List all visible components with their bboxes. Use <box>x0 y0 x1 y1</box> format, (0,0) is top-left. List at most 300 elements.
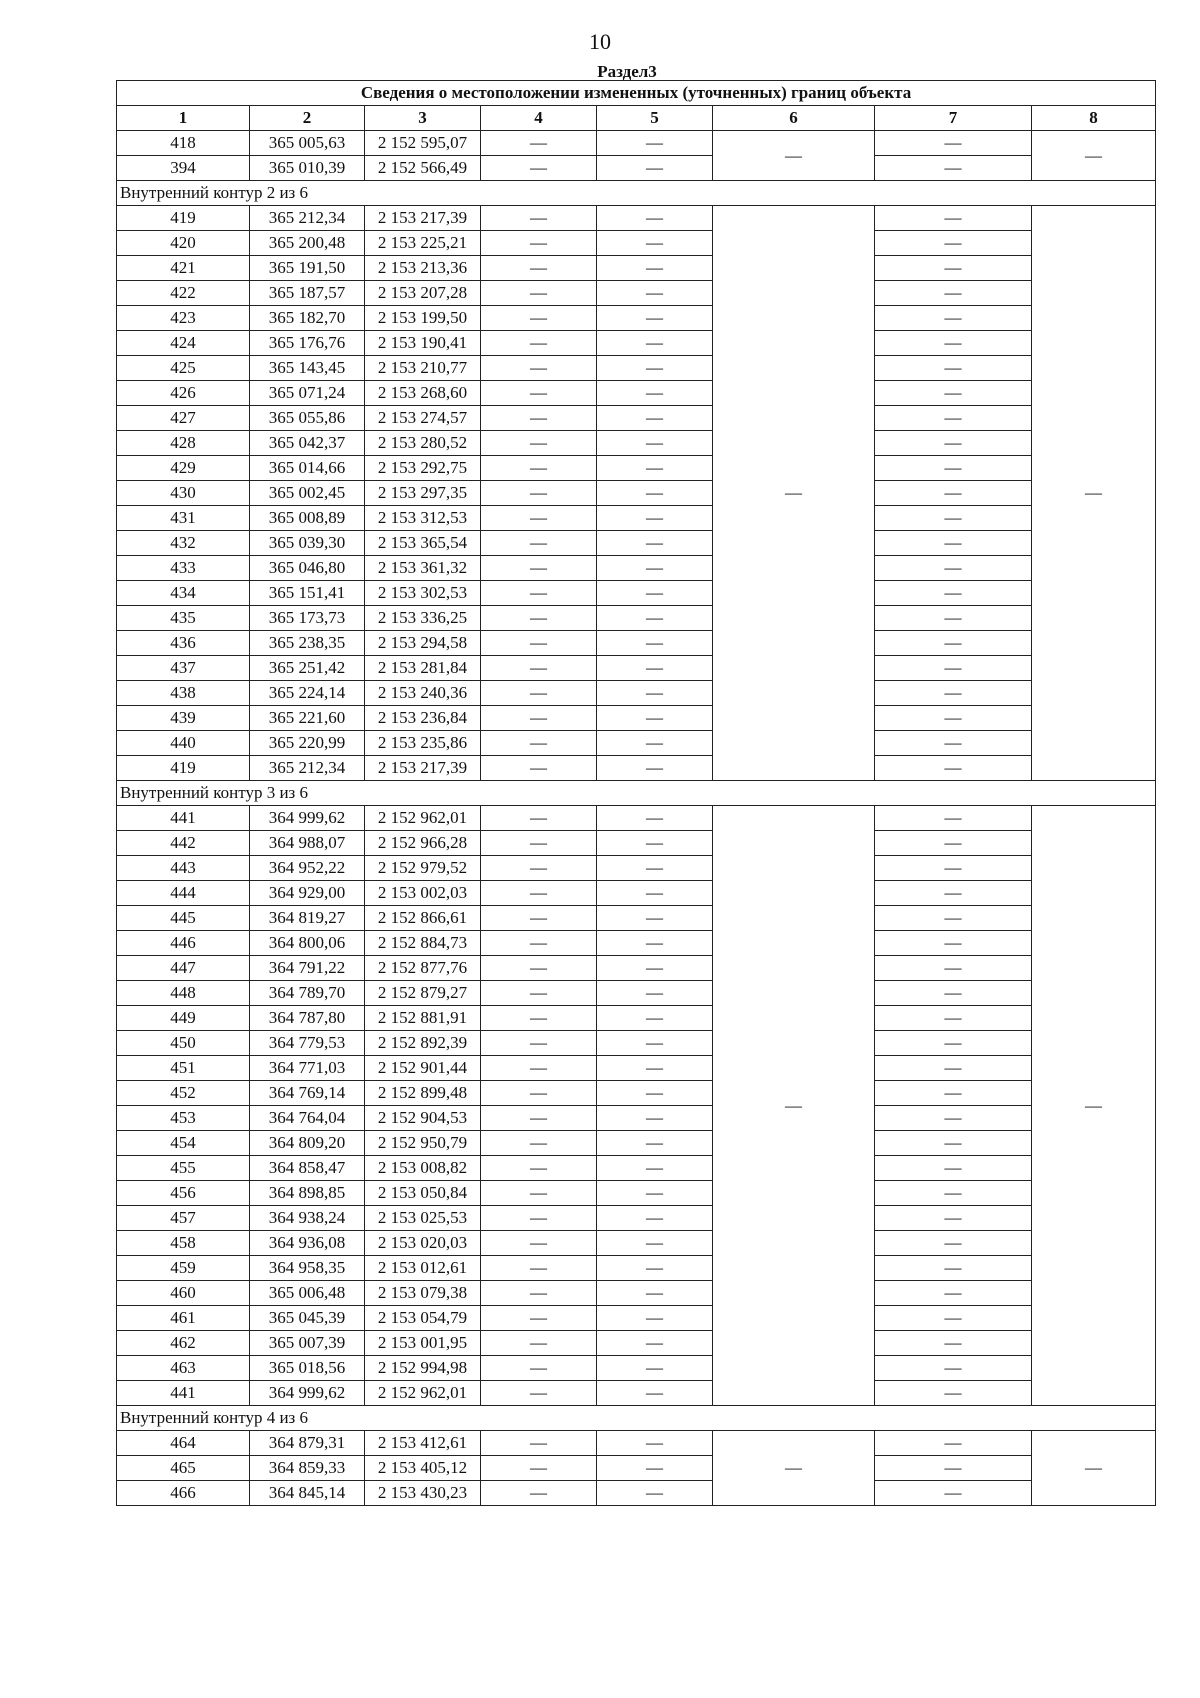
coord-y: 2 153 236,84 <box>365 706 481 731</box>
col5-dash: — <box>597 431 713 456</box>
point-number: 435 <box>117 606 250 631</box>
coord-y: 2 152 866,61 <box>365 906 481 931</box>
col5-dash: — <box>597 756 713 781</box>
col4-dash: — <box>481 1056 597 1081</box>
col8-dash: — <box>1032 806 1156 1406</box>
point-number: 434 <box>117 581 250 606</box>
col4-dash: — <box>481 1256 597 1281</box>
point-number: 432 <box>117 531 250 556</box>
coord-y: 2 153 020,03 <box>365 1231 481 1256</box>
col7-dash: — <box>875 706 1032 731</box>
coord-x: 364 879,31 <box>250 1431 365 1456</box>
col5-dash: — <box>597 1031 713 1056</box>
col5-dash: — <box>597 1056 713 1081</box>
table-row <box>117 1206 1156 1231</box>
point-number: 463 <box>117 1356 250 1381</box>
col7-dash: — <box>875 756 1032 781</box>
coord-y: 2 153 217,39 <box>365 206 481 231</box>
col4-dash: — <box>481 1356 597 1381</box>
point-number: 421 <box>117 256 250 281</box>
col4-dash: — <box>481 406 597 431</box>
coord-y: 2 152 962,01 <box>365 806 481 831</box>
point-number: 439 <box>117 706 250 731</box>
col7-dash: — <box>875 1381 1032 1406</box>
col4-dash: — <box>481 431 597 456</box>
col5-dash: — <box>597 256 713 281</box>
coord-y: 2 153 281,84 <box>365 656 481 681</box>
table-row <box>117 1281 1156 1306</box>
col7-dash: — <box>875 906 1032 931</box>
point-number: 450 <box>117 1031 250 1056</box>
col7-dash: — <box>875 556 1032 581</box>
table-caption: Сведения о местоположении измененных (уточненных) границ объекта <box>117 81 1156 106</box>
col7-dash: — <box>875 631 1032 656</box>
col7-dash: — <box>875 306 1032 331</box>
col4-dash: — <box>481 256 597 281</box>
col5-dash: — <box>597 1356 713 1381</box>
table-row <box>117 1306 1156 1331</box>
col4-dash: — <box>481 1331 597 1356</box>
point-number: 420 <box>117 231 250 256</box>
table-row <box>117 231 1156 256</box>
coord-y: 2 153 240,36 <box>365 681 481 706</box>
col4-dash: — <box>481 806 597 831</box>
coord-y: 2 152 879,27 <box>365 981 481 1006</box>
table-row <box>117 856 1156 881</box>
boundary-table <box>116 80 1156 1506</box>
point-number: 452 <box>117 1081 250 1106</box>
coord-x: 365 173,73 <box>250 606 365 631</box>
col4-dash: — <box>481 656 597 681</box>
col7-dash: — <box>875 506 1032 531</box>
coord-y: 2 153 365,54 <box>365 531 481 556</box>
table-row <box>117 281 1156 306</box>
col4-dash: — <box>481 356 597 381</box>
coord-y: 2 153 050,84 <box>365 1181 481 1206</box>
point-number: 457 <box>117 1206 250 1231</box>
col4-dash: — <box>481 1206 597 1231</box>
point-number: 438 <box>117 681 250 706</box>
coord-y: 2 152 884,73 <box>365 931 481 956</box>
point-number: 458 <box>117 1231 250 1256</box>
col7-dash: — <box>875 856 1032 881</box>
coord-y: 2 153 405,12 <box>365 1456 481 1481</box>
coord-y: 2 153 217,39 <box>365 756 481 781</box>
col4-dash: — <box>481 706 597 731</box>
point-number: 428 <box>117 431 250 456</box>
point-number: 418 <box>117 131 250 156</box>
col7-dash: — <box>875 256 1032 281</box>
col4-dash: — <box>481 881 597 906</box>
col5-dash: — <box>597 1381 713 1406</box>
table-row <box>117 1106 1156 1131</box>
coord-y: 2 153 294,58 <box>365 631 481 656</box>
table-row <box>117 1031 1156 1056</box>
coord-x: 365 045,39 <box>250 1306 365 1331</box>
col5-dash: — <box>597 1306 713 1331</box>
col4-dash: — <box>481 631 597 656</box>
col4-dash: — <box>481 506 597 531</box>
col5-dash: — <box>597 631 713 656</box>
table-row <box>117 431 1156 456</box>
table-row <box>117 1356 1156 1381</box>
coord-y: 2 152 892,39 <box>365 1031 481 1056</box>
col7-dash: — <box>875 331 1032 356</box>
col6-dash: — <box>713 806 875 1406</box>
coord-x: 365 071,24 <box>250 381 365 406</box>
col5-dash: — <box>597 906 713 931</box>
col5-dash: — <box>597 606 713 631</box>
col5-dash: — <box>597 531 713 556</box>
col7-dash: — <box>875 281 1032 306</box>
coord-y: 2 152 901,44 <box>365 1056 481 1081</box>
col5-dash: — <box>597 406 713 431</box>
point-number: 462 <box>117 1331 250 1356</box>
col5-dash: — <box>597 481 713 506</box>
col4-dash: — <box>481 1281 597 1306</box>
coord-x: 365 014,66 <box>250 456 365 481</box>
point-number: 461 <box>117 1306 250 1331</box>
col5-dash: — <box>597 581 713 606</box>
coord-y: 2 153 312,53 <box>365 506 481 531</box>
coord-x: 364 988,07 <box>250 831 365 856</box>
coord-x: 365 010,39 <box>250 156 365 181</box>
table-row <box>117 756 1156 781</box>
coord-y: 2 153 274,57 <box>365 406 481 431</box>
contour-row <box>117 181 1156 206</box>
col4-dash: — <box>481 1231 597 1256</box>
point-number: 419 <box>117 756 250 781</box>
col5-dash: — <box>597 1456 713 1481</box>
table-row <box>117 706 1156 731</box>
point-number: 436 <box>117 631 250 656</box>
col5-dash: — <box>597 1481 713 1506</box>
point-number: 451 <box>117 1056 250 1081</box>
col4-dash: — <box>481 481 597 506</box>
col8-dash: — <box>1032 206 1156 781</box>
col4-dash: — <box>481 1481 597 1506</box>
coord-y: 2 152 881,91 <box>365 1006 481 1031</box>
contour-label: Внутренний контур 4 из 6 <box>117 1406 1156 1431</box>
coord-x: 365 220,99 <box>250 731 365 756</box>
column-header: 7 <box>875 106 1032 131</box>
coord-x: 364 929,00 <box>250 881 365 906</box>
col5-dash: — <box>597 1181 713 1206</box>
col7-dash: — <box>875 131 1032 156</box>
col4-dash: — <box>481 856 597 881</box>
coord-y: 2 153 054,79 <box>365 1306 481 1331</box>
col5-dash: — <box>597 1131 713 1156</box>
col4-dash: — <box>481 531 597 556</box>
table-row <box>117 356 1156 381</box>
coord-y: 2 152 950,79 <box>365 1131 481 1156</box>
coord-y: 2 153 297,35 <box>365 481 481 506</box>
coord-x: 365 191,50 <box>250 256 365 281</box>
coord-y: 2 153 008,82 <box>365 1156 481 1181</box>
coord-x: 364 952,22 <box>250 856 365 881</box>
point-number: 449 <box>117 1006 250 1031</box>
coord-x: 365 182,70 <box>250 306 365 331</box>
coord-x: 365 238,35 <box>250 631 365 656</box>
table-row <box>117 731 1156 756</box>
table-row <box>117 1006 1156 1031</box>
column-header: 8 <box>1032 106 1156 131</box>
table-row <box>117 456 1156 481</box>
col7-dash: — <box>875 406 1032 431</box>
col4-dash: — <box>481 381 597 406</box>
coord-x: 364 769,14 <box>250 1081 365 1106</box>
coord-y: 2 152 904,53 <box>365 1106 481 1131</box>
coord-x: 365 039,30 <box>250 531 365 556</box>
coord-x: 364 787,80 <box>250 1006 365 1031</box>
coord-x: 364 771,03 <box>250 1056 365 1081</box>
col5-dash: — <box>597 656 713 681</box>
col7-dash: — <box>875 831 1032 856</box>
coord-x: 364 958,35 <box>250 1256 365 1281</box>
point-number: 427 <box>117 406 250 431</box>
coord-y: 2 152 962,01 <box>365 1381 481 1406</box>
col7-dash: — <box>875 956 1032 981</box>
col4-dash: — <box>481 1106 597 1131</box>
col4-dash: — <box>481 956 597 981</box>
point-number: 442 <box>117 831 250 856</box>
point-number: 429 <box>117 456 250 481</box>
coord-x: 364 800,06 <box>250 931 365 956</box>
table-row <box>117 656 1156 681</box>
col5-dash: — <box>597 381 713 406</box>
table-row <box>117 381 1156 406</box>
col7-dash: — <box>875 381 1032 406</box>
table-row <box>117 1481 1156 1506</box>
point-number: 424 <box>117 331 250 356</box>
col4-dash: — <box>481 231 597 256</box>
col7-dash: — <box>875 1031 1032 1056</box>
col5-dash: — <box>597 1156 713 1181</box>
col7-dash: — <box>875 1281 1032 1306</box>
table-row <box>117 256 1156 281</box>
col7-dash: — <box>875 456 1032 481</box>
col5-dash: — <box>597 231 713 256</box>
point-number: 459 <box>117 1256 250 1281</box>
col4-dash: — <box>481 331 597 356</box>
col5-dash: — <box>597 156 713 181</box>
table-row <box>117 131 1156 156</box>
coord-y: 2 153 225,21 <box>365 231 481 256</box>
col7-dash: — <box>875 1131 1032 1156</box>
col4-dash: — <box>481 756 597 781</box>
coord-x: 364 791,22 <box>250 956 365 981</box>
table-row <box>117 156 1156 181</box>
coord-y: 2 153 190,41 <box>365 331 481 356</box>
col5-dash: — <box>597 281 713 306</box>
table-row <box>117 406 1156 431</box>
col5-dash: — <box>597 981 713 1006</box>
coord-x: 365 176,76 <box>250 331 365 356</box>
col7-dash: — <box>875 1256 1032 1281</box>
point-number: 464 <box>117 1431 250 1456</box>
point-number: 425 <box>117 356 250 381</box>
table-row <box>117 1256 1156 1281</box>
col4-dash: — <box>481 1081 597 1106</box>
table-row <box>117 1131 1156 1156</box>
coord-x: 365 143,45 <box>250 356 365 381</box>
table-row <box>117 1156 1156 1181</box>
col4-dash: — <box>481 206 597 231</box>
table-row <box>117 1456 1156 1481</box>
table-row <box>117 581 1156 606</box>
col5-dash: — <box>597 1081 713 1106</box>
point-number: 444 <box>117 881 250 906</box>
coord-x: 365 007,39 <box>250 1331 365 1356</box>
col4-dash: — <box>481 831 597 856</box>
table-row <box>117 981 1156 1006</box>
column-header-row <box>117 106 1156 131</box>
coord-y: 2 153 199,50 <box>365 306 481 331</box>
point-number: 431 <box>117 506 250 531</box>
col7-dash: — <box>875 1431 1032 1456</box>
coord-x: 364 809,20 <box>250 1131 365 1156</box>
table-row <box>117 481 1156 506</box>
point-number: 453 <box>117 1106 250 1131</box>
coord-y: 2 153 079,38 <box>365 1281 481 1306</box>
col5-dash: — <box>597 131 713 156</box>
point-number: 460 <box>117 1281 250 1306</box>
point-number: 394 <box>117 156 250 181</box>
col4-dash: — <box>481 1381 597 1406</box>
col5-dash: — <box>597 806 713 831</box>
point-number: 465 <box>117 1456 250 1481</box>
col7-dash: — <box>875 731 1032 756</box>
coord-y: 2 152 994,98 <box>365 1356 481 1381</box>
column-header: 6 <box>713 106 875 131</box>
point-number: 419 <box>117 206 250 231</box>
coord-y: 2 153 213,36 <box>365 256 481 281</box>
col4-dash: — <box>481 456 597 481</box>
column-header: 1 <box>117 106 250 131</box>
table-row <box>117 1181 1156 1206</box>
column-header: 3 <box>365 106 481 131</box>
coord-y: 2 153 280,52 <box>365 431 481 456</box>
section-label: Раздел3 <box>597 62 657 81</box>
col5-dash: — <box>597 556 713 581</box>
coord-y: 2 153 210,77 <box>365 356 481 381</box>
col4-dash: — <box>481 1131 597 1156</box>
col7-dash: — <box>875 1081 1032 1106</box>
col5-dash: — <box>597 931 713 956</box>
point-number: 446 <box>117 931 250 956</box>
point-number: 441 <box>117 1381 250 1406</box>
col4-dash: — <box>481 1181 597 1206</box>
coord-x: 365 251,42 <box>250 656 365 681</box>
col4-dash: — <box>481 1031 597 1056</box>
table-row <box>117 831 1156 856</box>
coord-x: 365 151,41 <box>250 581 365 606</box>
coord-y: 2 152 877,76 <box>365 956 481 981</box>
col5-dash: — <box>597 706 713 731</box>
coord-x: 364 819,27 <box>250 906 365 931</box>
col8-dash: — <box>1032 131 1156 181</box>
point-number: 441 <box>117 806 250 831</box>
col5-dash: — <box>597 1281 713 1306</box>
col5-dash: — <box>597 881 713 906</box>
coord-x: 364 999,62 <box>250 806 365 831</box>
table-row <box>117 206 1156 231</box>
table-row <box>117 331 1156 356</box>
coord-y: 2 152 566,49 <box>365 156 481 181</box>
coord-y: 2 153 235,86 <box>365 731 481 756</box>
table-row <box>117 1231 1156 1256</box>
table-row <box>117 681 1156 706</box>
col7-dash: — <box>875 1231 1032 1256</box>
col7-dash: — <box>875 481 1032 506</box>
coord-x: 365 200,48 <box>250 231 365 256</box>
col4-dash: — <box>481 731 597 756</box>
col7-dash: — <box>875 1481 1032 1506</box>
table-row <box>117 631 1156 656</box>
coord-y: 2 153 361,32 <box>365 556 481 581</box>
col4-dash: — <box>481 681 597 706</box>
col5-dash: — <box>597 681 713 706</box>
col5-dash: — <box>597 856 713 881</box>
col4-dash: — <box>481 606 597 631</box>
point-number: 455 <box>117 1156 250 1181</box>
col7-dash: — <box>875 1456 1032 1481</box>
col5-dash: — <box>597 1331 713 1356</box>
point-number: 433 <box>117 556 250 581</box>
coord-x: 365 042,37 <box>250 431 365 456</box>
col7-dash: — <box>875 1156 1032 1181</box>
col4-dash: — <box>481 1156 597 1181</box>
col7-dash: — <box>875 431 1032 456</box>
coord-y: 2 152 966,28 <box>365 831 481 856</box>
column-header: 2 <box>250 106 365 131</box>
col5-dash: — <box>597 306 713 331</box>
col5-dash: — <box>597 331 713 356</box>
col7-dash: — <box>875 1331 1032 1356</box>
coord-x: 365 006,48 <box>250 1281 365 1306</box>
point-number: 423 <box>117 306 250 331</box>
col7-dash: — <box>875 231 1032 256</box>
coord-x: 364 858,47 <box>250 1156 365 1181</box>
col7-dash: — <box>875 806 1032 831</box>
table-row <box>117 1331 1156 1356</box>
col7-dash: — <box>875 931 1032 956</box>
coord-y: 2 153 292,75 <box>365 456 481 481</box>
col4-dash: — <box>481 131 597 156</box>
coord-x: 365 008,89 <box>250 506 365 531</box>
coord-x: 364 999,62 <box>250 1381 365 1406</box>
col7-dash: — <box>875 606 1032 631</box>
col5-dash: — <box>597 506 713 531</box>
table-row <box>117 506 1156 531</box>
col4-dash: — <box>481 581 597 606</box>
coord-x: 365 018,56 <box>250 1356 365 1381</box>
col7-dash: — <box>875 681 1032 706</box>
col5-dash: — <box>597 456 713 481</box>
point-number: 454 <box>117 1131 250 1156</box>
col6-dash: — <box>713 1431 875 1506</box>
column-header: 5 <box>597 106 713 131</box>
point-number: 437 <box>117 656 250 681</box>
table-row <box>117 806 1156 831</box>
coord-x: 364 938,24 <box>250 1206 365 1231</box>
contour-label: Внутренний контур 3 из 6 <box>117 781 1156 806</box>
coord-y: 2 153 336,25 <box>365 606 481 631</box>
point-number: 456 <box>117 1181 250 1206</box>
point-number: 466 <box>117 1481 250 1506</box>
coord-x: 364 859,33 <box>250 1456 365 1481</box>
coord-y: 2 153 025,53 <box>365 1206 481 1231</box>
